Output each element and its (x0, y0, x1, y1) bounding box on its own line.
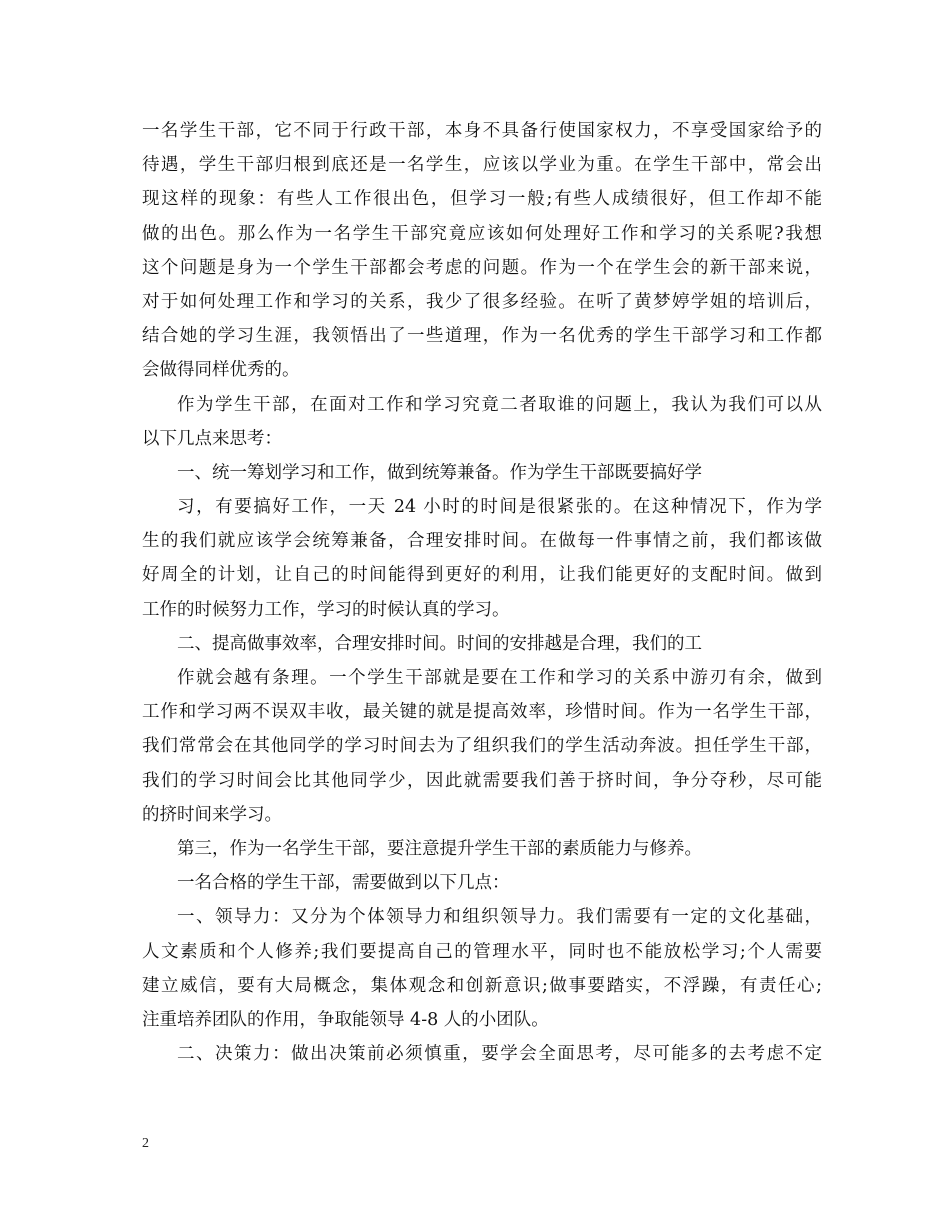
text-line: 第三，作为一名学生干部，要注意提升学生干部的素质能力与修养。 (177, 838, 702, 859)
text-line: 注重培养团队的作用，争取能领导 4-8 人的小团队。 (142, 1009, 549, 1030)
text-line: 习，有要搞好工作，一天 24 小时的时间是很紧张的。在这种情况下，作为学 (177, 497, 822, 518)
text-line: 工作的时候努力工作，学习的时候认真的学习。 (142, 599, 510, 620)
text-line: 待遇，学生干部归根到底还是一名学生，应该以学业为重。在学生干部中，常会出 (142, 155, 822, 176)
text-line: 的挤时间来学习。 (142, 804, 282, 825)
text-line: 生的我们就应该学会统筹兼备，合理安排时间。在做每一件事情之前，我们都该做 (142, 531, 822, 552)
text-line: 我们常常会在其他同学的学习时间去为了组织我们的学生活动奔波。担任学生干部， (142, 736, 822, 757)
text-line: 做的出色。那么作为一名学生干部究竟应该如何处理好工作和学习的关系呢?我想 (142, 223, 822, 244)
text-line: 建立威信，要有大局概念，集体观念和创新意识;做事要踏实，不浮躁，有责任心; (142, 975, 822, 996)
text-line: 二、决策力：做出决策前必须慎重，要学会全面思考，尽可能多的去考虑不定 (177, 1044, 822, 1065)
text-line: 这个问题是身为一个学生干部都会考虑的问题。作为一个在学生会的新干部来说， (142, 257, 822, 278)
text-line: 好周全的计划，让自己的时间能得到更好的利用，让我们能更好的支配时间。做到 (142, 565, 822, 586)
body-text (142, 114, 822, 1071)
text-line: 一、统一筹划学习和工作，做到统筹兼备。作为学生干部既要搞好学 (177, 462, 702, 483)
text-line: 工作和学习两不误双丰收，最关键的就是提高效率，珍惜时间。作为一名学生干部， (142, 702, 822, 723)
text-line: 人文素质和个人修养;我们要提高自己的管理水平，同时也不能放松学习;个人需要 (142, 941, 822, 962)
text-line: 以下几点来思考： (142, 428, 282, 449)
text-line: 作为学生干部，在面对工作和学习究竟二者取谁的问题上，我认为我们可以从 (177, 394, 822, 415)
text-line: 作就会越有条理。一个学生干部就是要在工作和学习的关系中游刃有余，做到 (177, 668, 822, 688)
text-line: 现这样的现象：有些人工作很出色，但学习一般;有些人成绩很好，但工作却不能 (142, 189, 822, 210)
text-line: 二、提高做事效率，合理安排时间。时间的安排越是合理，我们的工 (177, 633, 702, 654)
page-number: 2 (142, 1136, 149, 1151)
text-line: 一、领导力：又分为个体领导力和组织领导力。我们需要有一定的文化基础， (177, 907, 822, 928)
text-line: 会做得同样优秀的。 (142, 360, 300, 381)
text-line: 一名合格的学生干部，需要做到以下几点： (177, 873, 510, 894)
text-line: 我们的学习时间会比其他同学少，因此就需要我们善于挤时间，争分夺秒，尽可能 (142, 770, 822, 791)
text-line: 一名学生干部，它不同于行政干部，本身不具备行使国家权力，不享受国家给予的 (142, 121, 822, 141)
text-line: 结合她的学习生涯，我领悟出了一些道理，作为一名优秀的学生干部学习和工作都 (142, 326, 822, 347)
text-line: 对于如何处理工作和学习的关系，我少了很多经验。在听了黄梦婷学姐的培训后， (142, 291, 822, 312)
